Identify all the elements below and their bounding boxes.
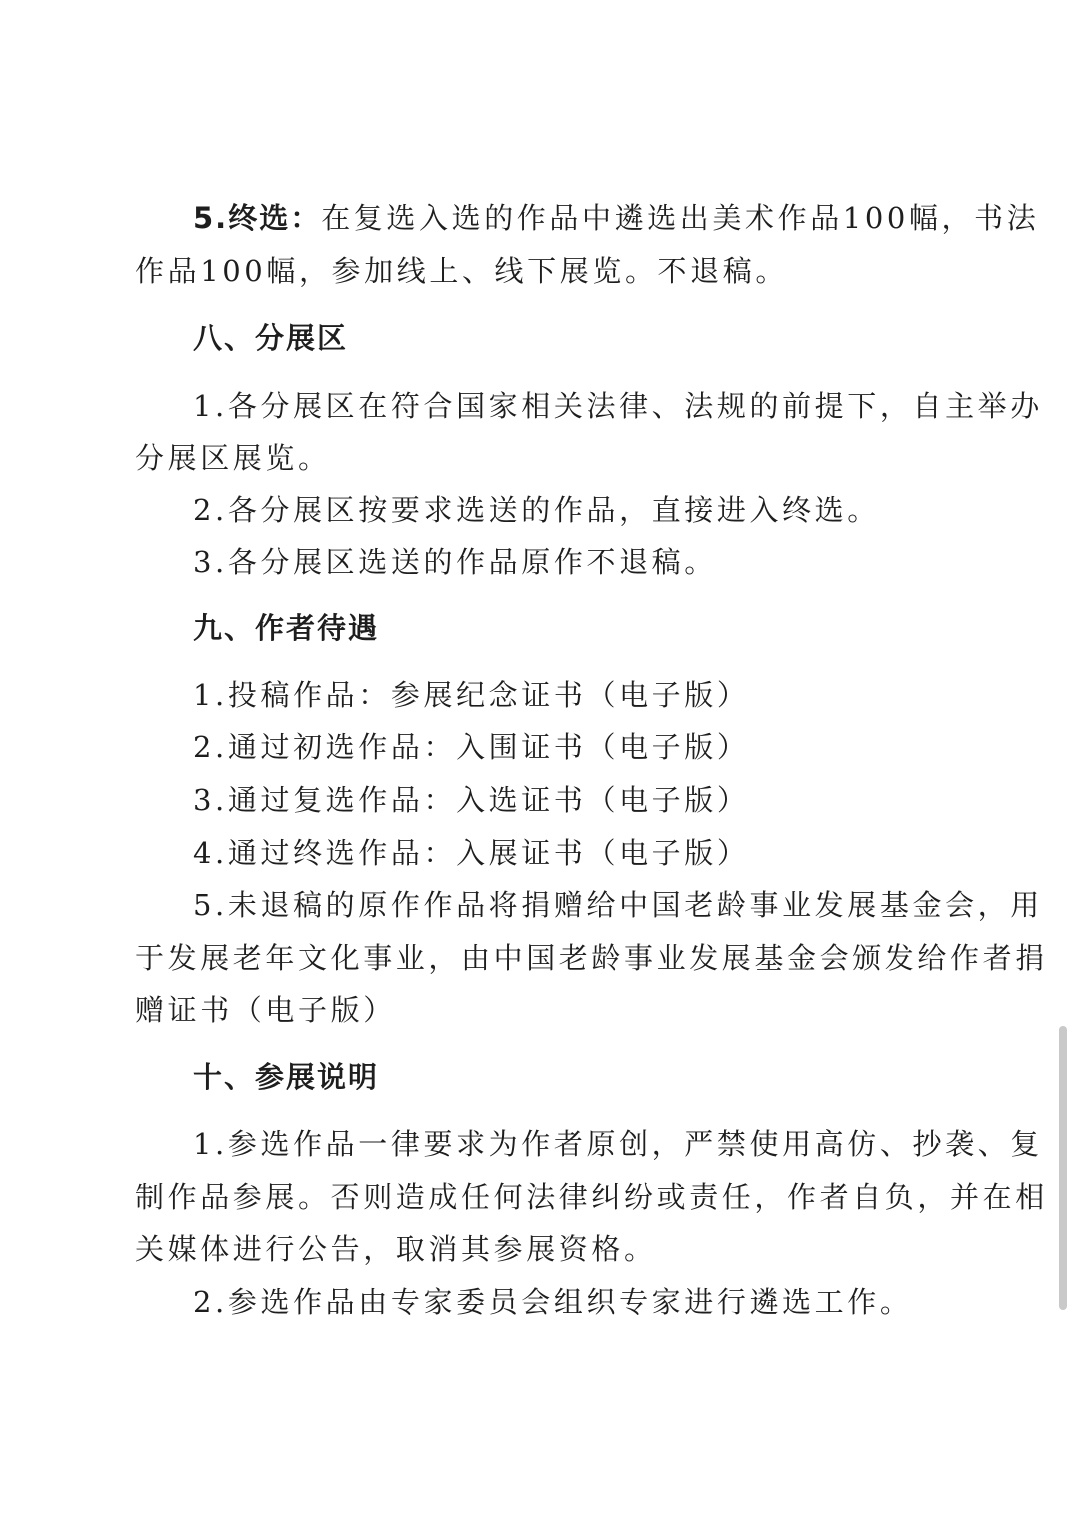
section-9-item-3: 3.通过复选作品：入选证书（电子版） [193,783,750,817]
section-9-item-5-line-3: 赠证书（电子版） [135,993,396,1027]
vertical-scrollbar[interactable] [1059,1026,1067,1310]
section-10-item-2: 2.参选作品由专家委员会组织专家进行遴选工作。 [193,1285,913,1319]
section-9-item-2: 2.通过初选作品：入围证书（电子版） [193,730,750,764]
section-9-item-4: 4.通过终选作品：入展证书（电子版） [193,836,750,870]
section-10-item-1-line-3: 关媒体进行公告，取消其参展资格。 [135,1232,657,1266]
section-9-item-1: 1.投稿作品：参展纪念证书（电子版） [193,678,750,712]
final-selection-text: 在复选入选的作品中遴选出美术作品100幅，书法 [321,201,1040,235]
section-8-item-1-line-2: 分展区展览。 [135,441,331,475]
final-selection-lead: 5.终选： [193,201,322,235]
section-10-heading: 十、参展说明 [193,1060,380,1094]
section-9-item-5-line-1: 5.未退稿的原作作品将捐赠给中国老龄事业发展基金会，用 [193,888,1043,922]
section-8-item-3: 3.各分展区选送的作品原作不退稿。 [193,545,717,579]
section-9-item-5-line-2: 于发展老年文化事业，由中国老龄事业发展基金会颁发给作者捐 [135,941,1048,975]
section-10-item-1-line-1: 1.参选作品一律要求为作者原创，严禁使用高仿、抄袭、复 [193,1127,1043,1161]
section-10-item-1-line-2: 制作品参展。否则造成任何法律纠纷或责任，作者自负，并在相 [135,1180,1048,1214]
final-selection-line-1 [193,198,1040,238]
final-selection-line-2: 作品100幅，参加线上、线下展览。不退稿。 [135,254,788,288]
section-9-heading: 九、作者待遇 [193,611,380,645]
section-8-item-2: 2.各分展区按要求选送的作品，直接进入终选。 [193,493,880,527]
section-8-heading: 八、分展区 [193,321,349,355]
section-8-item-1-line-1: 1.各分展区在符合国家相关法律、法规的前提下，自主举办 [193,389,1043,423]
